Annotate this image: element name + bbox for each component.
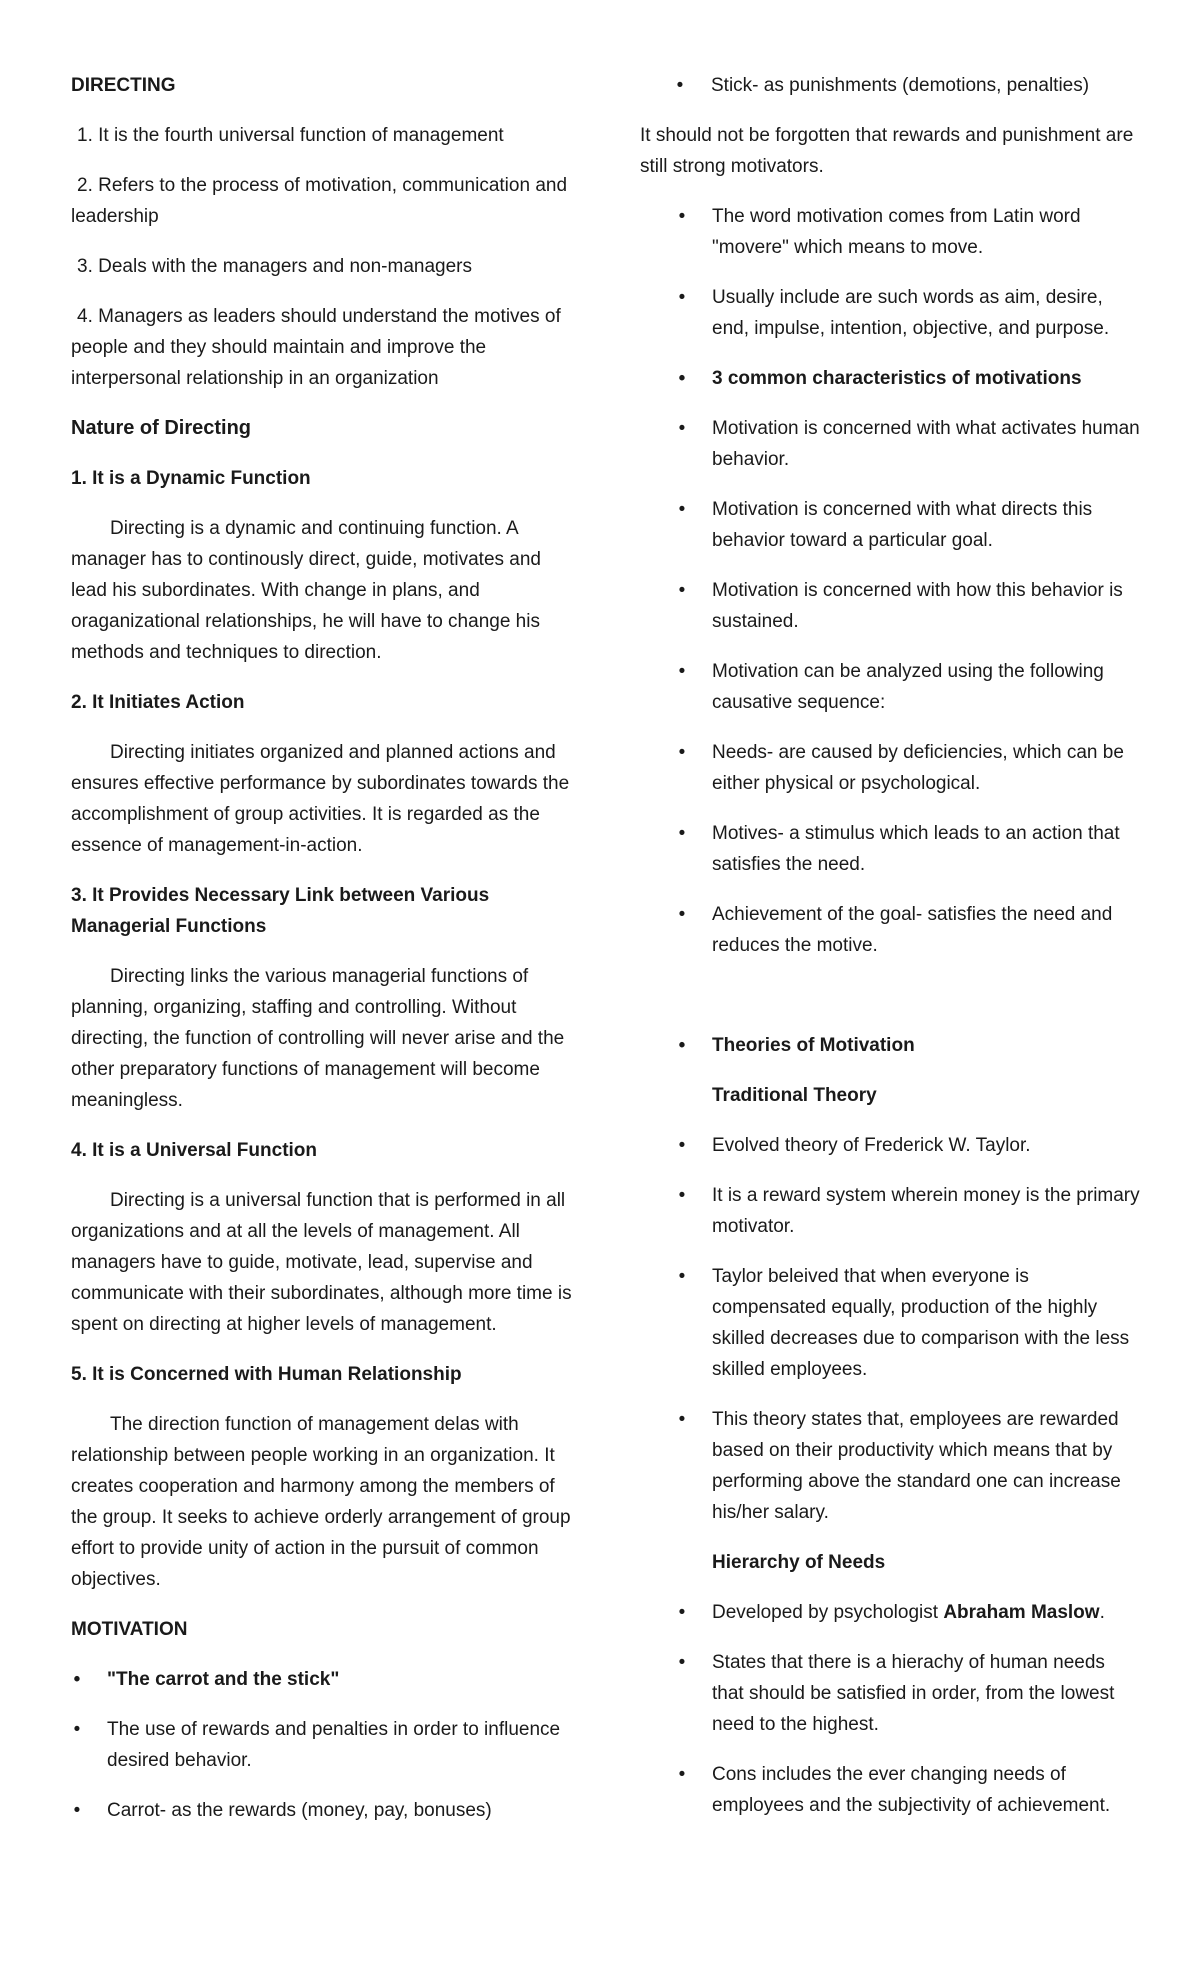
bullet-icon: • — [678, 287, 686, 308]
section-body-1: Directing is a dynamic and continuing function. A manager has to continously direct, guide, motivates and lead his subordinates. With change in plans, and oraganizational relationships, he will have to change his methods and techniques to direction. — [71, 518, 541, 663]
section-body-3: Directing links the various managerial functions of planning, organizing, staffing and controlling. Without directing, the function of controlling will never arise and the other preparatory functions of management will become meaningless. — [71, 966, 565, 1111]
section-heading-4: 4. It is a Universal Function — [71, 1140, 318, 1161]
motivation-list — [35, 1664, 576, 1826]
list-item: • Motives- a stimulus which leads to an action that satisfies the need. — [640, 818, 1140, 880]
list-item: • Evolved theory of Frederick W. Taylor. — [640, 1130, 1140, 1161]
motivation-details-list — [640, 201, 1140, 961]
bullet-icon: • — [678, 1652, 686, 1673]
section-heading-1: 1. It is a Dynamic Function — [71, 468, 311, 489]
theories-title: • Theories of Motivation — [640, 1030, 1140, 1061]
bullet-icon: • — [678, 368, 686, 389]
list-item: • Motivation can be analyzed using the following causative sequence: — [640, 656, 1140, 718]
list-item: • Developed by psychologist Abraham Maslow. — [640, 1597, 1140, 1628]
spacer — [640, 980, 1140, 1030]
motivator-note: It should not be forgotten that rewards and punishment are still strong motivators. — [640, 125, 1134, 177]
list-item: • 3 common characteristics of motivations — [640, 363, 1140, 394]
motivation-title: MOTIVATION — [71, 1619, 188, 1640]
bullet-icon: • — [678, 904, 686, 925]
bullet-icon: • — [678, 1135, 686, 1156]
intro-item-4: 4. Managers as leaders should understand the motives of people and they should maintain and improve the interpersonal relationship in an organization — [71, 306, 561, 389]
bullet-icon: • — [73, 1719, 81, 1740]
bullet-icon: • — [676, 75, 684, 96]
list-item: • Motivation is concerned with what directs this behavior toward a particular goal. — [640, 494, 1140, 556]
list-item: • Taylor beleived that when everyone is compensated equally, production of the highly skilled decreases due to comparison with the less skilled employees. — [640, 1261, 1140, 1385]
section-body-5: The direction function of management delas with relationship between people working in an organization. It creates cooperation and harmony among the members of the group. It seeks to achieve orderly arrangement of group effort to provide unity of action in the pursuit of common objectives. — [71, 1414, 571, 1590]
section-heading-2: 2. It Initiates Action — [71, 692, 245, 713]
list-item: • Stick- as punishments (demotions, penalties) — [640, 70, 1140, 101]
right-column — [640, 70, 1140, 1840]
bullet-icon: • — [678, 499, 686, 520]
bullet-icon: • — [678, 206, 686, 227]
hierarchy-title: Hierarchy of Needs — [712, 1552, 886, 1573]
list-item: • Cons includes the ever changing needs of employees and the subjectivity of achievement. — [640, 1759, 1140, 1821]
bullet-icon: • — [678, 1409, 686, 1430]
traditional-theory-list — [640, 1130, 1140, 1528]
bullet-icon: • — [678, 823, 686, 844]
list-item: • Achievement of the goal- satisfies the need and reduces the motive. — [640, 899, 1140, 961]
bullet-icon: • — [678, 1035, 686, 1056]
intro-item-3: 3. Deals with the managers and non-managers — [77, 256, 473, 277]
list-item: • Motivation is concerned with how this behavior is sustained. — [640, 575, 1140, 637]
list-item: • This theory states that, employees are rewarded based on their productivity which means that by performing above the standard one can increase his/her salary. — [640, 1404, 1140, 1528]
list-item: • Needs- are caused by deficiencies, which can be either physical or psychological. — [640, 737, 1140, 799]
hierarchy-list — [640, 1597, 1140, 1821]
traditional-theory-title: Traditional Theory — [712, 1085, 877, 1106]
list-item: • The word motivation comes from Latin word "movere" which means to move. — [640, 201, 1140, 263]
bullet-icon: • — [678, 1602, 686, 1623]
bullet-icon: • — [73, 1669, 81, 1690]
stick-list — [640, 70, 1140, 101]
list-item: • Usually include are such words as aim, desire, end, impulse, intention, objective, and purpose. — [640, 282, 1140, 344]
section-heading-5: 5. It is Concerned with Human Relationship — [71, 1364, 462, 1385]
list-item: • The use of rewards and penalties in order to influence desired behavior. — [35, 1714, 576, 1776]
maslow-name: Abraham Maslow — [943, 1602, 1100, 1623]
intro-item-1: 1. It is the fourth universal function of management — [77, 125, 504, 146]
bullet-icon: • — [678, 1266, 686, 1287]
list-item: • Motivation is concerned with what activates human behavior. — [640, 413, 1140, 475]
theories-list — [640, 1030, 1140, 1061]
section-body-2: Directing initiates organized and planned actions and ensures effective performance by subordinates towards the accomplishment of group activities. It is regarded as the essence of management-in-action. — [71, 742, 570, 856]
bullet-icon: • — [678, 418, 686, 439]
bullet-icon: • — [678, 742, 686, 763]
bullet-icon: • — [678, 661, 686, 682]
bullet-icon: • — [678, 1185, 686, 1206]
intro-item-2: 2. Refers to the process of motivation, communication and leadership — [71, 175, 568, 227]
section-body-4: Directing is a universal function that is performed in all organizations and at all the levels of management. All managers have to guide, motivate, lead, supervise and communicate with their subordinates, although more time is spent on directing at higher levels of management. — [71, 1190, 572, 1335]
list-item: • Carrot- as the rewards (money, pay, bonuses) — [35, 1795, 576, 1826]
bullet-icon: • — [678, 580, 686, 601]
directing-title: DIRECTING — [71, 75, 176, 96]
left-column — [71, 70, 576, 1845]
section-heading-3: 3. It Provides Necessary Link between Various Managerial Functions — [71, 885, 490, 937]
list-item: • It is a reward system wherein money is the primary motivator. — [640, 1180, 1140, 1242]
list-item: • States that there is a hierachy of human needs that should be satisfied in order, from the lowest need to the highest. — [640, 1647, 1140, 1740]
bullet-icon: • — [678, 1764, 686, 1785]
nature-title: Nature of Directing — [71, 417, 252, 439]
bullet-icon: • — [73, 1800, 81, 1821]
list-item: • "The carrot and the stick" — [35, 1664, 576, 1695]
